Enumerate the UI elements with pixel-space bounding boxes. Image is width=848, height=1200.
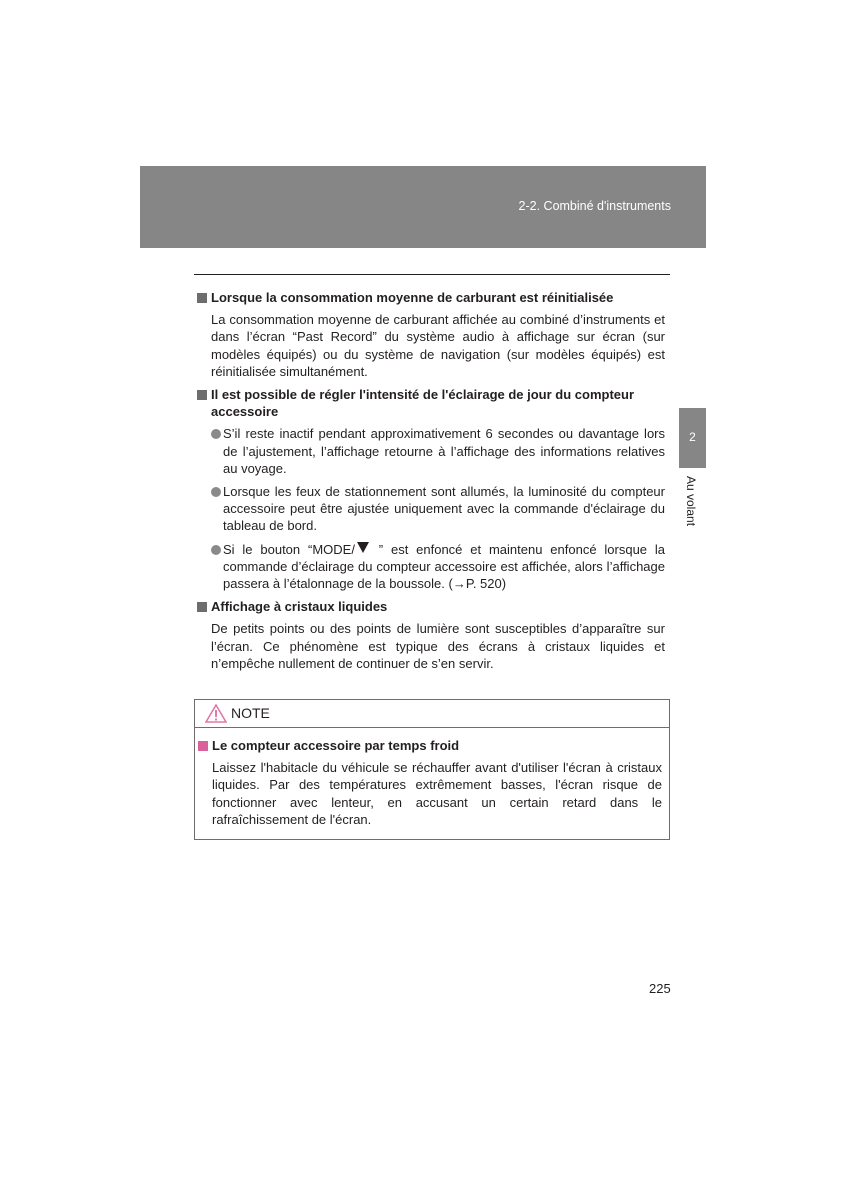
top-rule	[194, 274, 670, 275]
arrow-right-icon: →	[452, 576, 466, 592]
bullet-text: S’il reste inactif pendant approximativement 6 secondes ou davantage lors de l’ajustement, l’affichage retourne à l’affichage des informations relatives au voyage.	[223, 426, 665, 476]
bullet-text-end: ” est enfoncé et maintenu enfoncé lorsque la commande d’éclairage du compteur accessoire est affichée, alors l’affichage passera à l’étalonnage de la boussole. (	[223, 541, 666, 592]
chapter-tab	[679, 408, 706, 468]
round-bullet-icon	[211, 429, 221, 439]
down-triangle-icon	[357, 542, 369, 553]
note-box	[194, 699, 670, 840]
section-heading-text: Il est possible de régler l'intensité de l'éclairage de jour du compteur accessoire	[211, 387, 635, 420]
main-content	[197, 289, 665, 678]
note-heading-text: Le compteur accessoire par temps froid	[212, 738, 460, 753]
warning-triangle-icon	[205, 704, 227, 723]
section-heading	[197, 598, 665, 615]
note-body	[198, 737, 662, 834]
section-title: 2-2. Combiné d'instruments	[518, 199, 671, 213]
chapter-label: Au volant	[684, 476, 698, 527]
bullet-item	[197, 541, 665, 593]
section-paragraph: La consommation moyenne de carburant affichée au combiné d’instruments et dans l’écran “Past Record” du système audio à affichage sur écran (sur modèles équipés) ou du système de navigation (sur modèles équipés) est réinitialisée simultanément.	[211, 312, 665, 379]
page-number: 225	[649, 981, 671, 996]
square-bullet-icon	[197, 602, 207, 612]
page-reference: P. 520)	[465, 576, 507, 592]
square-bullet-icon	[198, 741, 208, 751]
note-heading	[198, 737, 662, 754]
section-heading-text: Affichage à cristaux liquides	[211, 599, 388, 615]
section-paragraph: De petits points ou des points de lumière sont susceptibles d’apparaître sur l’écran. Ce phénomène est typique des écrans à cristaux liquides et n’empêche nullement de continuer de s’en servir.	[211, 621, 665, 671]
bullet-text: Lorsque les feux de stationnement sont allumés, la luminosité du compteur accessoire peut être ajustée uniquement avec la commande d'éclairage du tableau de bord.	[223, 484, 665, 534]
section-heading-text: Lorsque la consommation moyenne de carburant est réinitialisée	[211, 290, 614, 305]
round-bullet-icon	[211, 545, 221, 555]
round-bullet-icon	[211, 487, 221, 497]
section-heading	[197, 289, 665, 306]
square-bullet-icon	[197, 293, 207, 303]
section-heading	[197, 386, 665, 420]
square-bullet-icon	[197, 390, 207, 400]
note-header	[195, 700, 669, 728]
chapter-number: 2	[689, 430, 696, 444]
bullet-item	[197, 425, 665, 477]
bullet-item	[197, 483, 665, 535]
section-header-bar	[140, 166, 706, 248]
note-paragraph: Laissez l'habitacle du véhicule se réchauffer avant d'utiliser l'écran à cristaux liquides. Par des températures extrêmement basses, l'écran risque de fonctionner avec lenteur, en accusant un certain retard dans le rafraîchissement de l'écran.	[212, 760, 662, 827]
note-label: NOTE	[231, 705, 270, 721]
bullet-text-start: Si le bouton “MODE/	[223, 541, 355, 557]
